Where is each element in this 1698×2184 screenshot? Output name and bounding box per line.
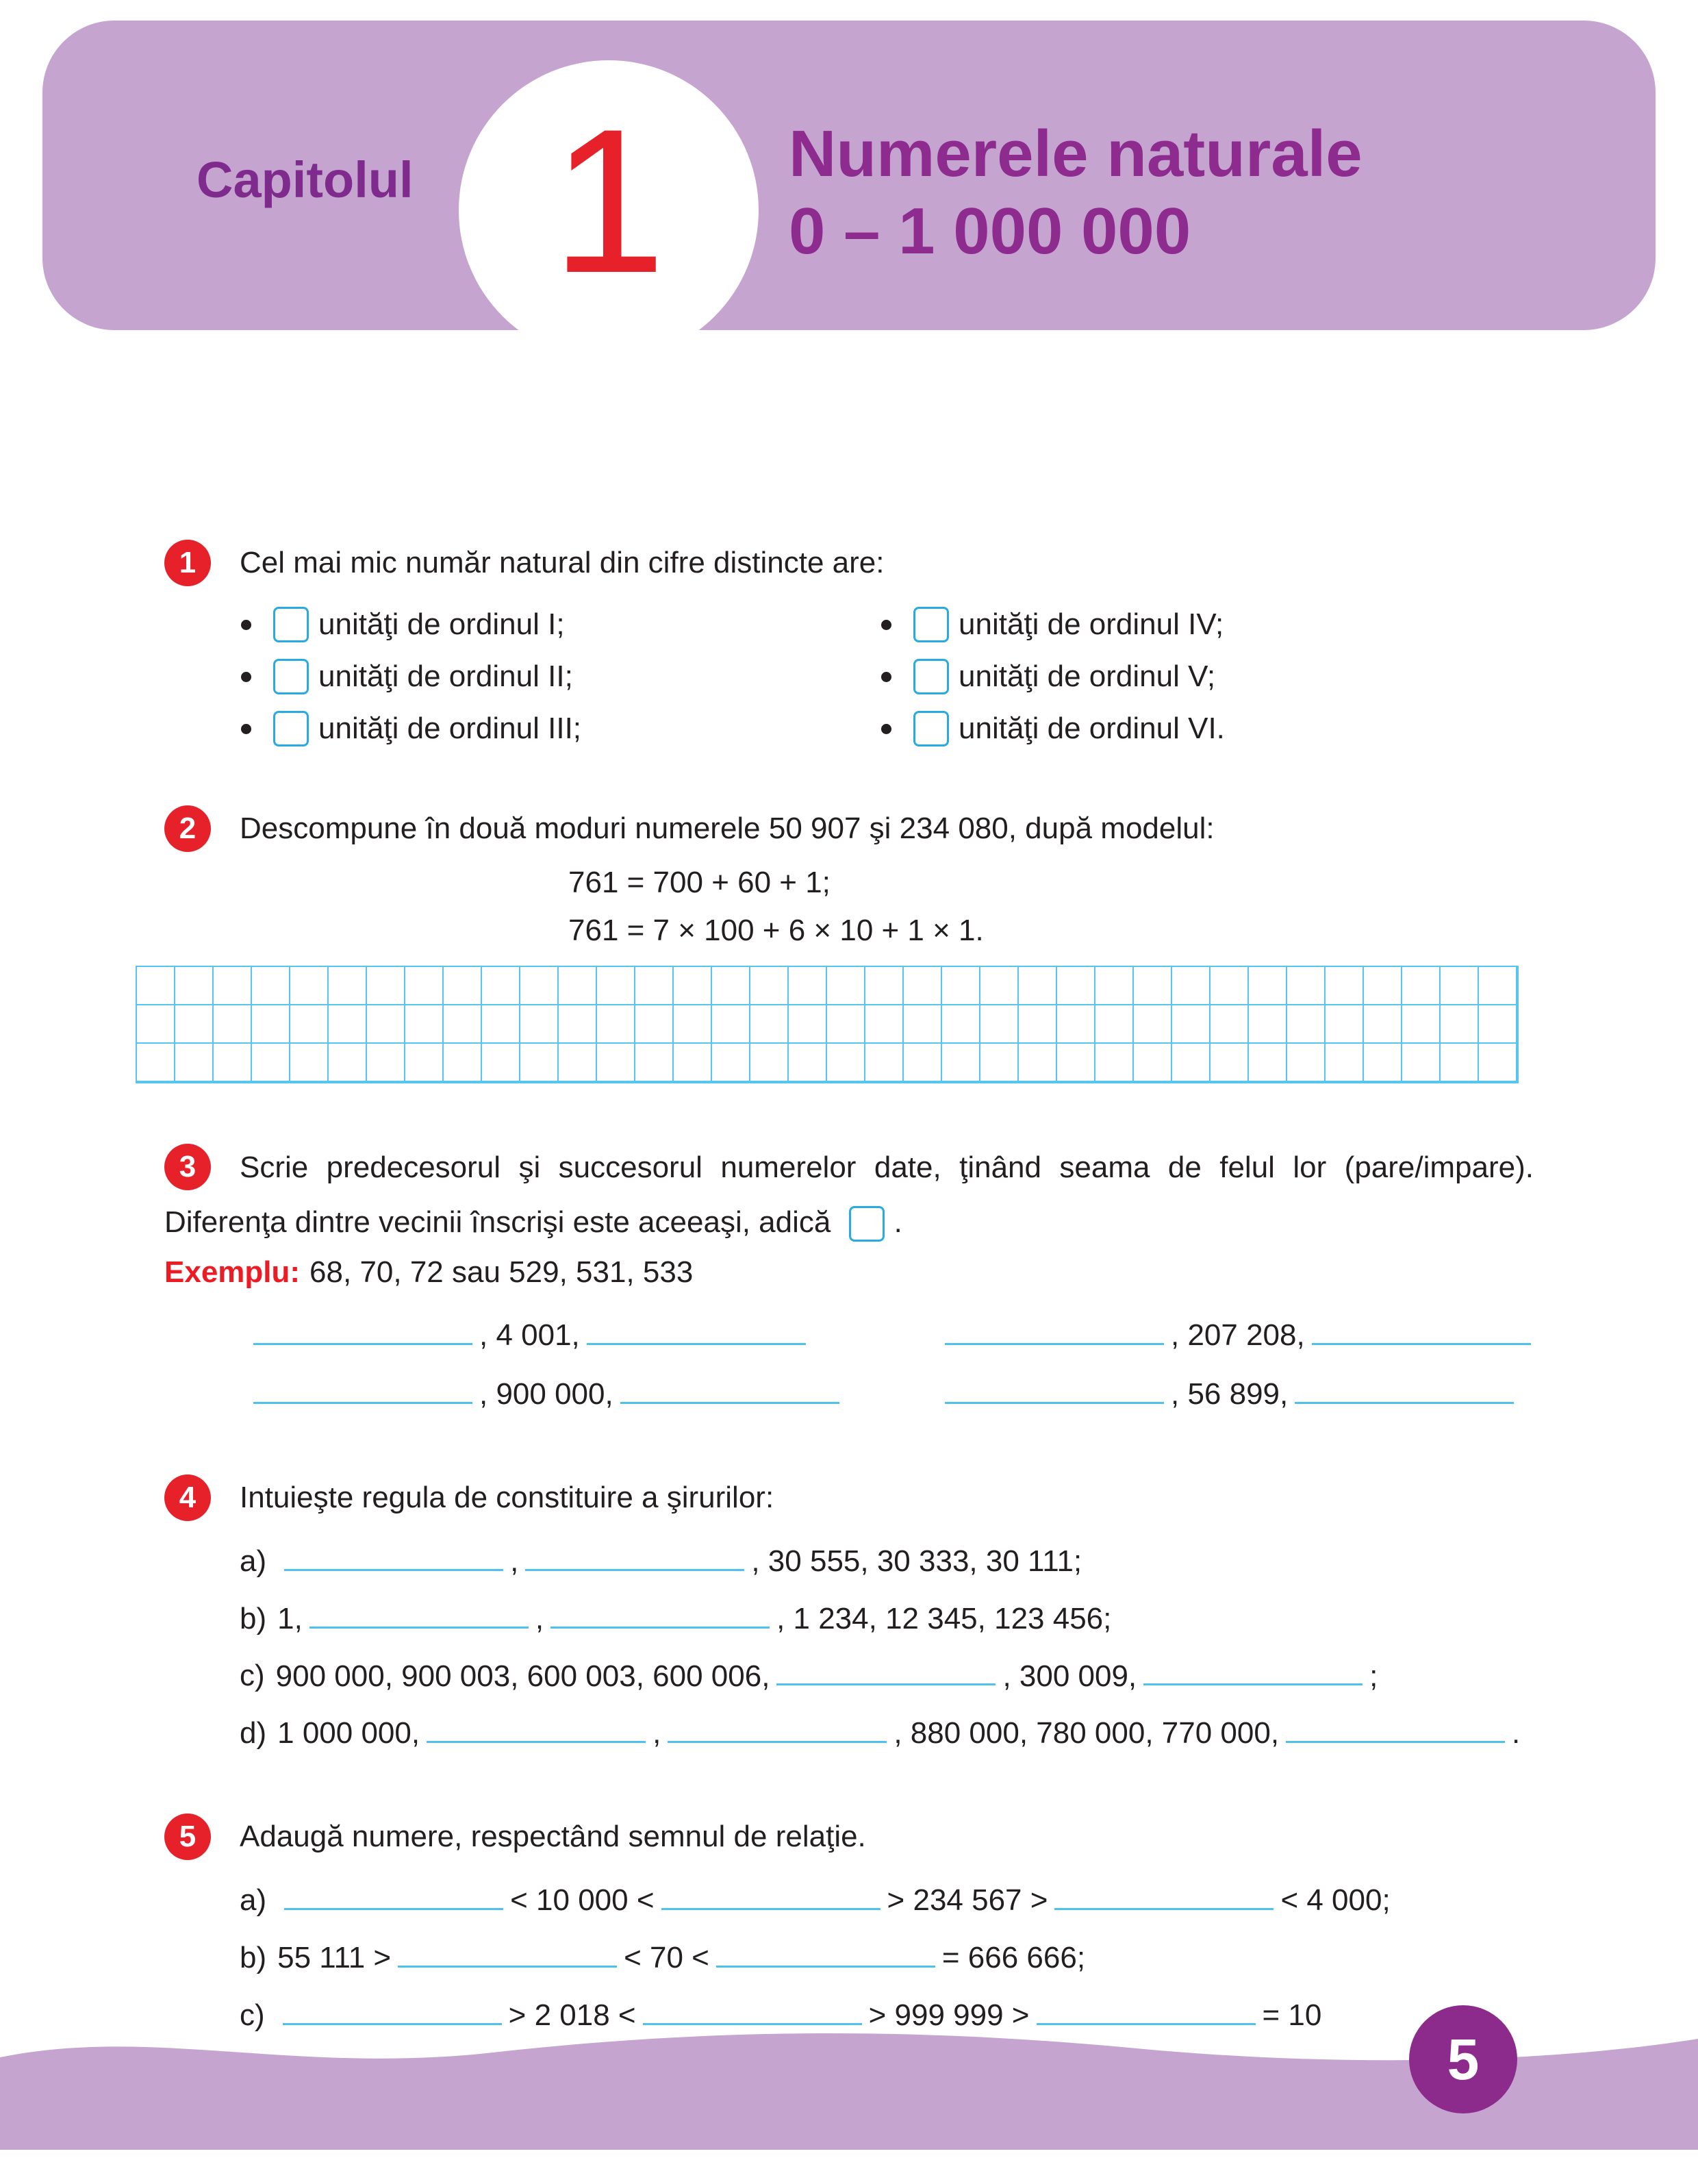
sequence-item-a bbox=[240, 1540, 1698, 1579]
relation-text: < 10 000 < bbox=[510, 1883, 655, 1917]
exercise-1-prompt: Cel mai mic număr natural din cifre distincte are: bbox=[240, 546, 885, 579]
given-number: , 56 899, bbox=[1171, 1377, 1289, 1411]
exercise-5 bbox=[0, 1813, 1698, 2032]
item-label: a) bbox=[240, 1544, 267, 1578]
sequence-text: 1 000 000, bbox=[277, 1716, 420, 1750]
exercise-2-prompt: Descompune în două moduri numerele 50 907 şi 234 080, după modelul: bbox=[240, 812, 1215, 845]
exercise-3-answers bbox=[246, 1314, 1698, 1411]
exercise-3-prompt-line1: Scrie predecesorul şi succesorul numerelor date, ţinând seama de felul lor (pare/impare). bbox=[240, 1151, 1534, 1184]
relation-text: > 234 567 > bbox=[887, 1883, 1048, 1917]
answer-box[interactable] bbox=[913, 659, 949, 694]
answer-blank[interactable] bbox=[525, 1540, 744, 1571]
bullet-dot bbox=[881, 620, 891, 630]
prompt-text: Diferenţa dintre vecinii înscrişi este aceeaşi, adică bbox=[164, 1205, 831, 1239]
relation-text: 55 111 > bbox=[277, 1940, 392, 1974]
option-label: unităţi de ordinul III; bbox=[318, 712, 582, 745]
exercise-1-options bbox=[241, 607, 1698, 746]
sequence-text: , bbox=[510, 1544, 519, 1578]
answer-blank[interactable] bbox=[716, 1937, 935, 1968]
answer-blank[interactable] bbox=[1286, 1712, 1505, 1743]
item-label: d) bbox=[240, 1716, 267, 1750]
answer-row bbox=[938, 1314, 1698, 1353]
given-number: , 207 208, bbox=[1171, 1318, 1305, 1353]
answer-blank[interactable] bbox=[587, 1314, 806, 1345]
option-order-4 bbox=[881, 607, 1698, 642]
exercise-2-badge: 2 bbox=[164, 805, 211, 852]
relation-text: = 666 666; bbox=[941, 1940, 1086, 1974]
sequence-text: , bbox=[535, 1601, 544, 1635]
relation-text: > 999 999 > bbox=[868, 1998, 1030, 2032]
sequence-item-d bbox=[240, 1712, 1698, 1750]
item-label: a) bbox=[240, 1883, 267, 1917]
exercise-5-badge: 5 bbox=[164, 1813, 211, 1860]
option-label: unităţi de ordinul II; bbox=[318, 660, 573, 693]
item-label: b) bbox=[240, 1940, 267, 1974]
page-number-badge bbox=[1409, 2005, 1517, 2113]
option-label: unităţi de ordinul IV; bbox=[959, 607, 1224, 641]
exercise-1 bbox=[0, 540, 1698, 746]
answer-blank[interactable] bbox=[945, 1314, 1164, 1345]
given-number: , 900 000, bbox=[479, 1377, 613, 1411]
sequence-text: , 30 555, 30 333, 30 111; bbox=[751, 1544, 1082, 1578]
answer-blank[interactable] bbox=[1143, 1655, 1363, 1686]
answer-blank[interactable] bbox=[253, 1373, 472, 1404]
answer-box[interactable] bbox=[913, 711, 949, 746]
given-number: , 4 001, bbox=[479, 1318, 580, 1353]
chapter-title-line1: Numerele naturale bbox=[789, 117, 1363, 190]
bullet-dot bbox=[241, 672, 251, 682]
relation-item-a bbox=[240, 1879, 1698, 1918]
option-order-3 bbox=[241, 711, 881, 746]
option-label: unităţi de ordinul I; bbox=[318, 607, 565, 641]
exercise-4 bbox=[0, 1474, 1698, 1750]
chapter-title bbox=[789, 115, 1363, 271]
option-order-1 bbox=[241, 607, 881, 642]
answer-blank[interactable] bbox=[427, 1712, 646, 1743]
bullet-dot bbox=[241, 724, 251, 734]
answer-blank[interactable] bbox=[1312, 1314, 1531, 1345]
bullet-dot bbox=[241, 620, 251, 630]
model-line-2: 761 = 7 × 100 + 6 × 10 + 1 × 1. bbox=[568, 914, 984, 947]
page-number: 5 bbox=[1447, 2026, 1480, 2092]
prompt-period: . bbox=[894, 1205, 902, 1239]
relation-text: > 2 018 < bbox=[508, 1998, 636, 2032]
answer-row bbox=[938, 1373, 1698, 1411]
chapter-title-line2: 0 – 1 000 000 bbox=[789, 194, 1191, 268]
sequence-text: ; bbox=[1369, 1659, 1378, 1693]
sequence-text: , bbox=[652, 1716, 661, 1750]
bullet-dot bbox=[881, 672, 891, 682]
answer-blank[interactable] bbox=[776, 1655, 996, 1686]
bullet-dot bbox=[881, 724, 891, 734]
exercise-3 bbox=[0, 1144, 1698, 1411]
option-order-5 bbox=[881, 659, 1698, 694]
exercise-5-prompt: Adaugă numere, respectând semnul de relaţie. bbox=[240, 1820, 866, 1854]
answer-blank[interactable] bbox=[661, 1879, 880, 1910]
sequence-text: , 300 009, bbox=[1002, 1659, 1137, 1693]
item-label: c) bbox=[240, 1659, 265, 1693]
option-order-6 bbox=[881, 711, 1698, 746]
exercise-4-badge: 4 bbox=[164, 1474, 211, 1521]
answer-box[interactable] bbox=[913, 607, 949, 642]
answer-box[interactable] bbox=[273, 659, 309, 694]
exercise-2 bbox=[0, 805, 1698, 1083]
answer-grid[interactable] bbox=[136, 966, 1519, 1083]
answer-blank[interactable] bbox=[284, 1540, 503, 1571]
example-text: 68, 70, 72 sau 529, 531, 533 bbox=[309, 1255, 694, 1290]
sequence-item-b bbox=[240, 1598, 1698, 1636]
chapter-number: 1 bbox=[551, 86, 666, 316]
answer-blank[interactable] bbox=[550, 1598, 770, 1629]
item-label: b) bbox=[240, 1601, 267, 1635]
answer-blank[interactable] bbox=[1054, 1879, 1274, 1910]
answer-blank[interactable] bbox=[398, 1937, 617, 1968]
sequence-text: 900 000, 900 003, 600 003, 600 006, bbox=[275, 1659, 770, 1693]
exercise-1-badge: 1 bbox=[164, 540, 211, 586]
answer-blank[interactable] bbox=[945, 1373, 1164, 1404]
exercise-3-badge: 3 bbox=[164, 1144, 211, 1190]
option-order-2 bbox=[241, 659, 881, 694]
relation-text: = 10 bbox=[1262, 1998, 1322, 2032]
answer-blank[interactable] bbox=[1295, 1373, 1514, 1404]
sequence-text: 1, bbox=[277, 1601, 303, 1635]
option-label: unităţi de ordinul V; bbox=[959, 660, 1216, 693]
chapter-banner bbox=[42, 21, 1656, 330]
exercise-3-prompt-line2 bbox=[164, 1205, 1698, 1242]
sequence-text: , 880 000, 780 000, 770 000, bbox=[894, 1716, 1280, 1750]
example-label: Exemplu: bbox=[164, 1255, 301, 1290]
answer-box[interactable] bbox=[273, 711, 309, 746]
item-label: c) bbox=[240, 1998, 265, 2032]
answer-blank[interactable] bbox=[253, 1314, 472, 1345]
sequence-item-c bbox=[240, 1655, 1698, 1694]
answer-blank[interactable] bbox=[668, 1712, 887, 1743]
relation-text: < 4 000; bbox=[1280, 1883, 1391, 1917]
answer-row bbox=[246, 1373, 938, 1411]
answer-box[interactable] bbox=[849, 1206, 885, 1242]
page-content bbox=[0, 336, 1698, 2033]
exercise-3-example bbox=[164, 1255, 1698, 1290]
answer-blank[interactable] bbox=[309, 1598, 529, 1629]
chapter-label: Capitolul bbox=[197, 151, 414, 208]
option-label: unităţi de ordinul VI. bbox=[959, 712, 1225, 745]
sequence-text: , 1 234, 12 345, 123 456; bbox=[776, 1601, 1112, 1635]
relation-item-b bbox=[240, 1937, 1698, 1975]
exercise-4-prompt: Intuieşte regula de constituire a şirurilor: bbox=[240, 1480, 774, 1514]
answer-row bbox=[246, 1314, 938, 1353]
answer-blank[interactable] bbox=[284, 1879, 503, 1910]
model-line-1: 761 = 700 + 60 + 1; bbox=[568, 866, 831, 899]
chapter-number-circle bbox=[459, 60, 759, 360]
sequence-text: . bbox=[1512, 1716, 1521, 1750]
answer-box[interactable] bbox=[273, 607, 309, 642]
answer-blank[interactable] bbox=[620, 1373, 839, 1404]
relation-text: < 70 < bbox=[624, 1940, 709, 1974]
